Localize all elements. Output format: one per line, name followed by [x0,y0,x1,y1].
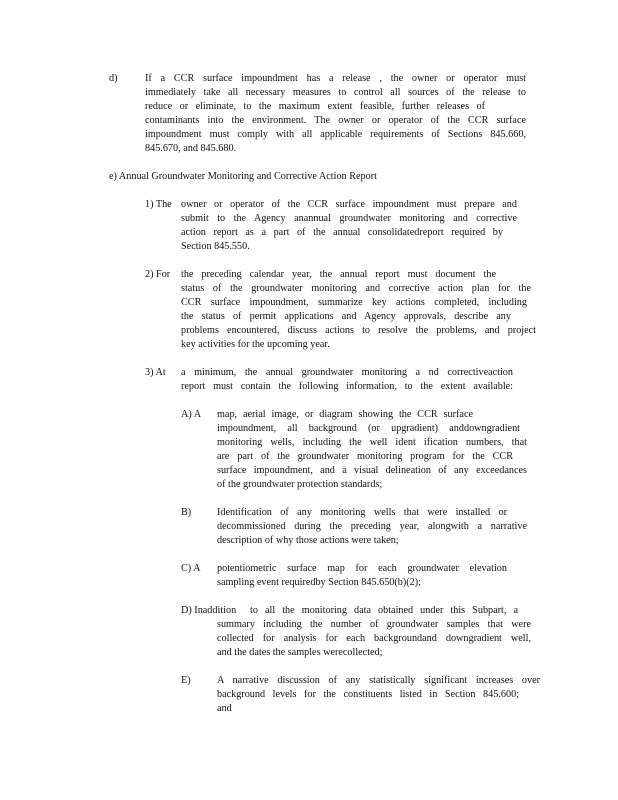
text-line: If a CCR surface impoundment has a release , the owner or operator must [145,73,526,84]
text-line: and [217,703,232,714]
sub-d-text-first [250,604,518,618]
text-line: sampling event requiredby Section 845.650(b)(2); [217,577,421,588]
sub-d-label: D) Inaddition [181,605,237,616]
sub-c-label: C) A [181,563,201,574]
text-line: the status of permit applications and Agency approvals, describe any [181,311,511,322]
text-line: owner or operator of the CCR surface impoundment must prepare and [181,199,517,210]
text-line: immediately take all necessary measures to control all sources of the release to [145,87,526,98]
text-line: impoundment, all background (or upgradient) anddowngradient [217,423,520,434]
item-2-text [181,268,536,352]
text-line: A narrative discussion of any statistically significant increases over [217,675,540,686]
text-line: 845.670, and 845.680. [145,143,237,154]
text-line: the preceding calendar year, the annual report must document the [181,269,496,280]
sub-a-text [217,408,527,492]
item-3-label: 3) At [145,367,166,378]
text-line: surface impoundment, and a visual delineation of any exceedances [217,465,527,476]
text-line: map, aerial image, or diagram showing the CCR surface [217,409,473,420]
sub-b-label: B) [181,507,192,518]
sub-a-label: A) A [181,409,202,420]
text-line: a minimum, the annual groundwater monitoring a nd correctiveaction [181,367,513,378]
text-line: summary including the number of groundwater samples that were [217,619,531,630]
text-line: of the groundwater protection standards; [217,479,383,490]
text-line: action report as a part of the annual consolidatedreport required by [181,227,503,238]
section-d-text [145,72,526,156]
text-line: background levels for the constituents listed in Section 845.600; [217,689,519,700]
text-line: submit to the Agency anannual groundwater monitoring and corrective [181,213,517,224]
text-line: status of the groundwater monitoring and corrective action plan for the [181,283,531,294]
text-line: collected for analysis for each backgroundand downgradient well, [217,633,531,644]
section-d-label: d) [109,73,118,84]
sub-e-text [217,674,540,716]
text-line: contaminants into the environment. The owner or operator of the CCR surface [145,115,526,126]
text-line: impoundment must comply with all applicable requirements of Sections 845.660, [145,129,526,140]
text-line: monitoring wells, including the well ident ification numbers, that [217,437,527,448]
text-line: to all the monitoring data obtained under this Subpart, a [250,605,518,616]
item-1-label: 1) The [145,199,172,210]
text-line: Section 845.550. [181,241,250,252]
text-line: and the dates the samples werecollected; [217,647,383,658]
sub-b-text [217,506,527,548]
sub-d-text [217,618,531,660]
sub-c-text [217,562,507,590]
text-line: key activities for the upcoming year. [181,339,330,350]
text-line: Identification of any monitoring wells that were installed or [217,507,507,518]
text-line: are part of the groundwater monitoring program for the CCR [217,451,513,462]
text-line: problems encountered, discuss actions to resolve the problems, and project [181,325,536,336]
item-1-text [181,198,517,254]
item-2-label: 2) For [145,269,171,280]
text-line: report must contain the following information, to the extent available: [181,381,513,392]
text-line: CCR surface impoundment, summarize key actions completed, including [181,297,527,308]
sub-e-label: E) [181,675,191,686]
text-line: description of why those actions were taken; [217,535,399,546]
item-3-text [181,366,513,394]
text-line: potentiometric surface map for each groundwater elevation [217,563,507,574]
section-e-heading: e) Annual Groundwater Monitoring and Corrective Action Report [109,171,377,182]
text-line: decommissioned during the preceding year, alongwith a narrative [217,521,527,532]
text-line: reduce or eliminate, to the maximum extent feasible, further releases of [145,101,485,112]
